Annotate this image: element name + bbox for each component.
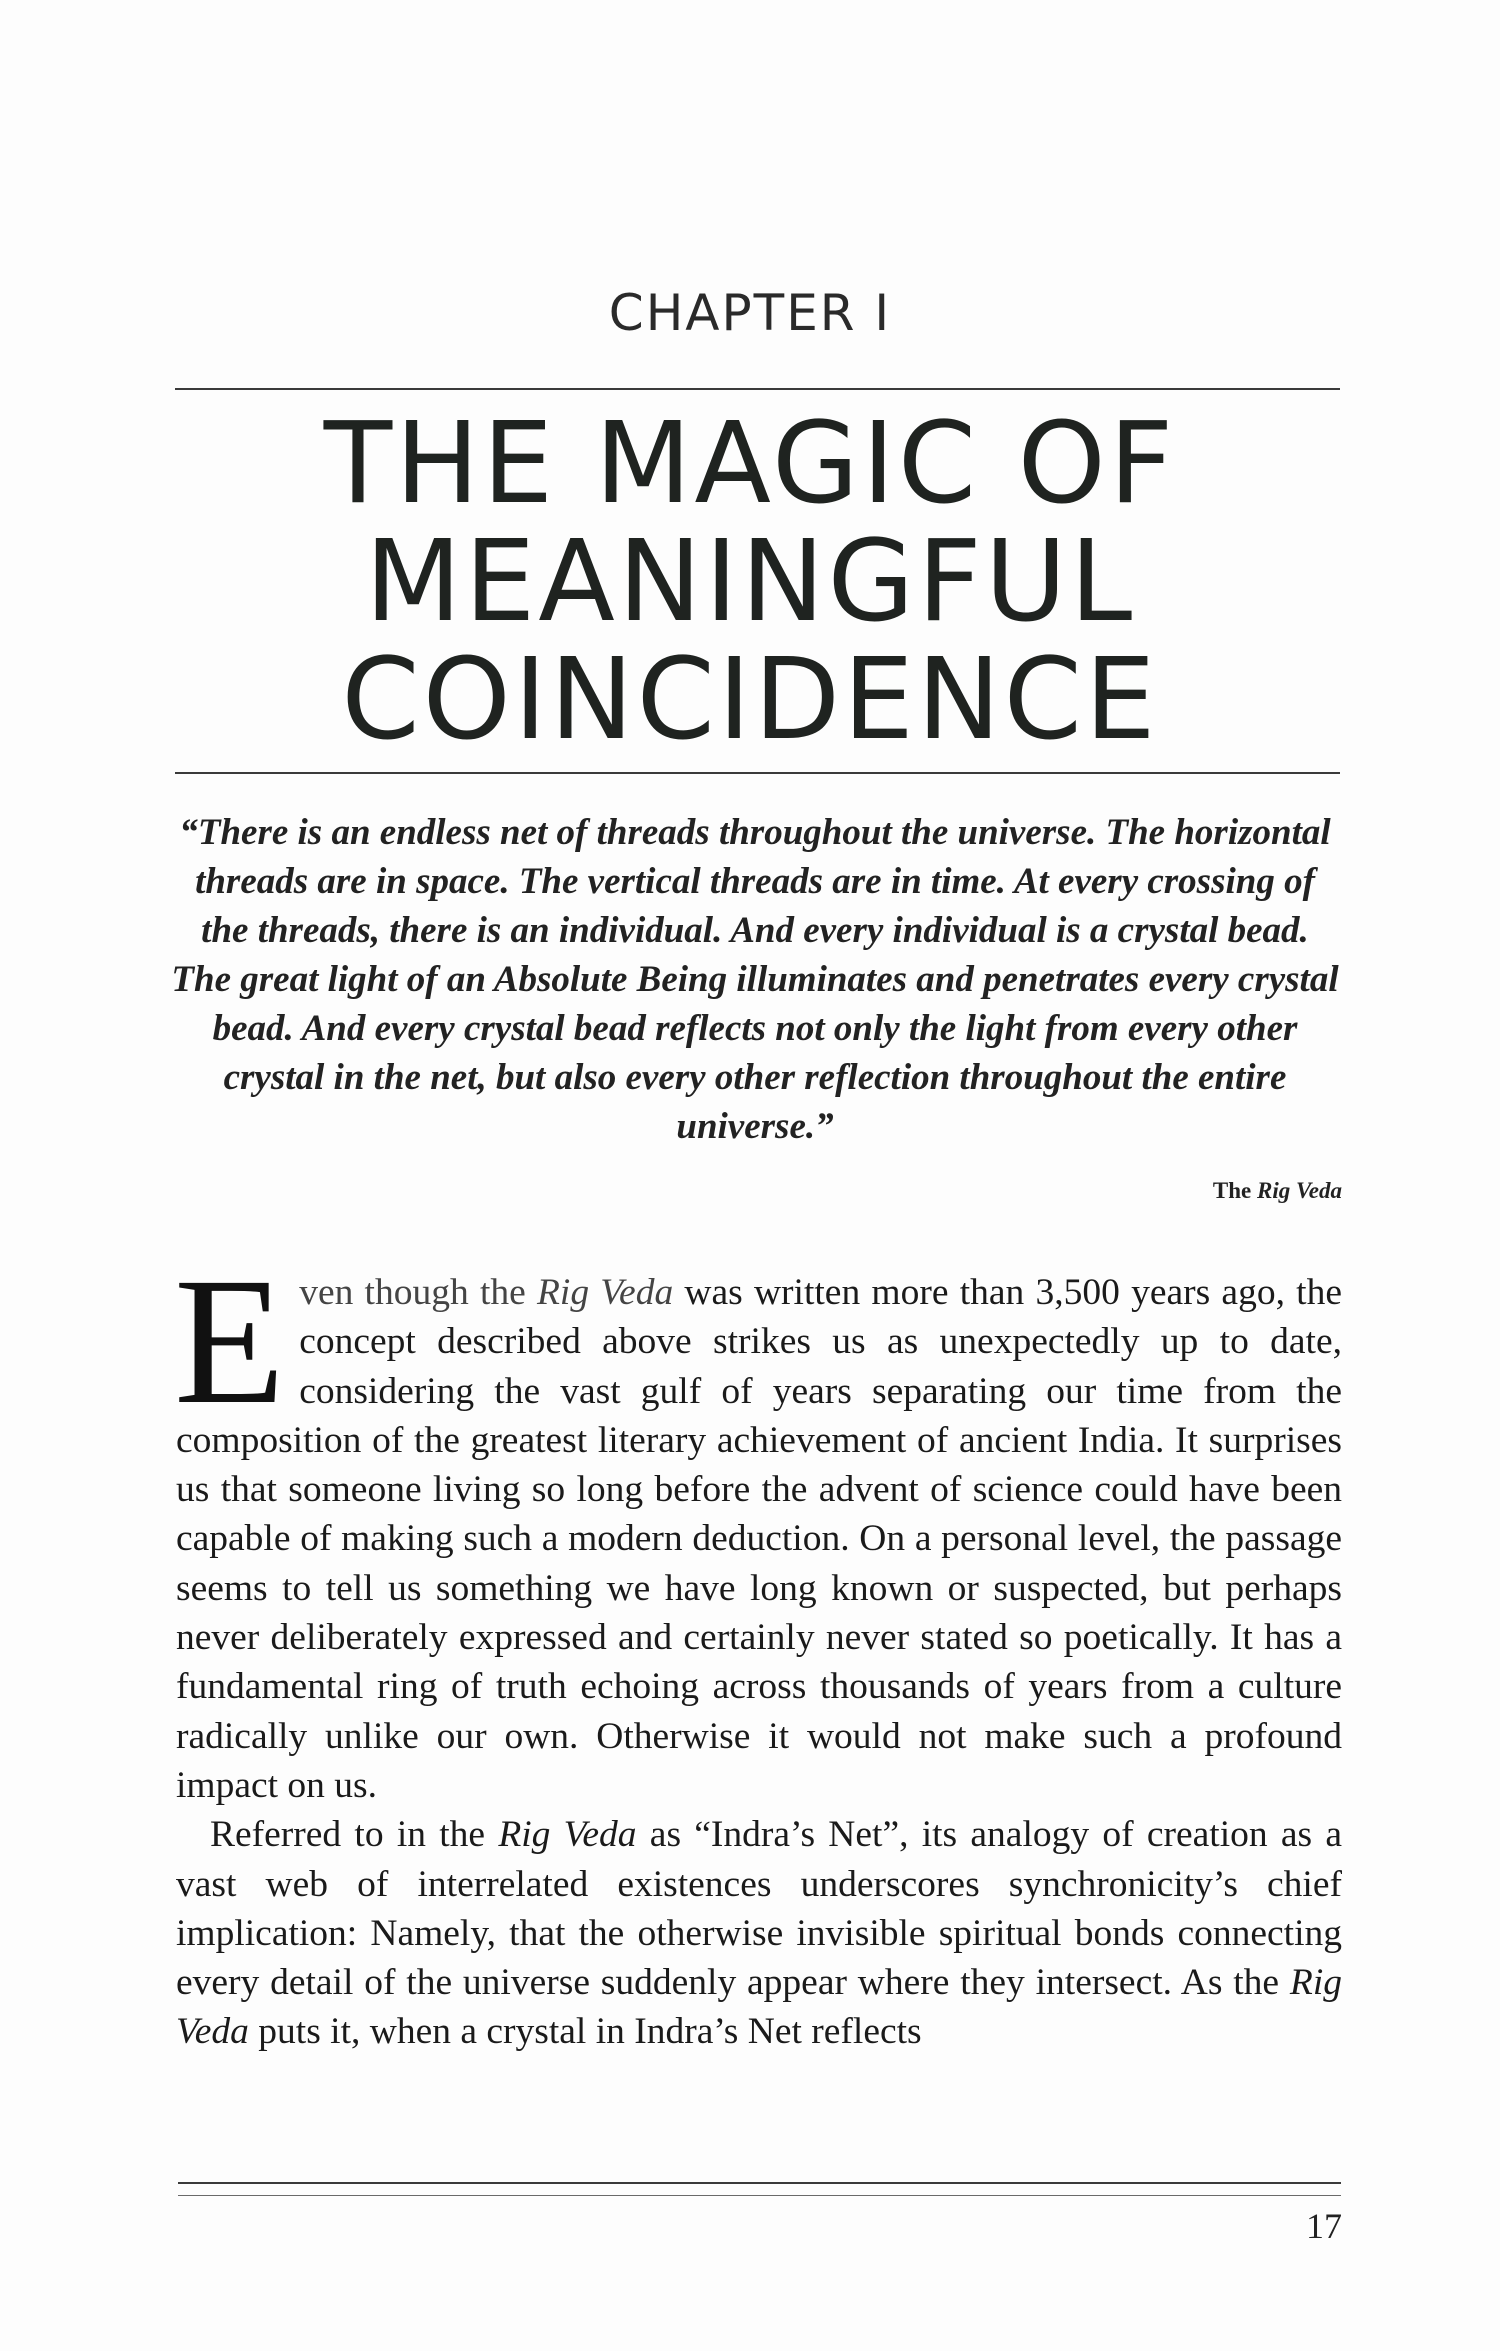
paragraph-1-rig-veda: Rig Veda bbox=[537, 1272, 674, 1313]
title-bottom-rule bbox=[175, 772, 1340, 774]
title-top-rule bbox=[175, 388, 1340, 390]
paragraph-2-rig-veda-1: Rig Veda bbox=[498, 1814, 637, 1856]
footer-rule-thin bbox=[178, 2195, 1341, 2196]
epigraph-quote: “There is an endless net of threads throughout the universe. The horizontal threads are in space. The vertical threads are in time. At every crossing of the threads, there is an individual. And every individual is a crystal bead. The great light of an Absolute Being illuminates and penetrates every crystal bead. And every crystal bead reflects not only the light from every other crystal in the net, but also every other reflection throughout the entire universe.” bbox=[171, 812, 1339, 1147]
body-text bbox=[174, 1241, 1342, 2057]
paragraph-1-text-a: ven though the bbox=[299, 1272, 537, 1313]
footer-rule bbox=[178, 2182, 1341, 2184]
paragraph-2 bbox=[176, 1810, 1342, 2056]
attribution-prefix: The bbox=[1212, 1178, 1252, 1203]
chapter-label: CHAPTER I bbox=[608, 284, 892, 342]
page-number: 17 bbox=[1306, 2206, 1342, 2246]
paragraph-1 bbox=[174, 1241, 1342, 1810]
chapter-title-line-3: COINCIDENCE bbox=[341, 635, 1159, 765]
paragraph-2-text-a: Referred to in the bbox=[210, 1814, 499, 1856]
drop-cap: E bbox=[174, 1241, 286, 1442]
chapter-title bbox=[0, 399, 1500, 765]
paragraph-2-rig-veda-2: Rig Veda bbox=[176, 1962, 1342, 2053]
paragraph-2-text-b: as “Indra’s Net”, its analogy of creation as a vast web of interrelated existences underscores synchronicity’s chief implication: Namely, that the otherwise invisible spiritual bonds connecting every detail of the universe suddenly appear where they intersect. As the bbox=[176, 1814, 1342, 2004]
chapter-title-line-2: MEANINGFUL bbox=[364, 517, 1136, 647]
paragraph-1-text-b: was written more than 3,500 years ago, the concept described above strikes us as unexpectedly up to date, considering the vast gulf of years separating our time from the composition of the greatest literary achievement of ancient India. It surprises us that someone living so long before the advent of science could have been capable of making such a modern deduction. On a personal level, the passage seems to tell us something we have long known or suspected, but perhaps never deliberately expressed and certainly never stated so poetically. It has a fundamental ring of truth echoing across thousands of years from a culture radically unlike our own. Otherwise it would not make such a profound impact on us. bbox=[176, 1272, 1342, 1806]
attribution-title: Rig Veda bbox=[1257, 1178, 1342, 1203]
chapter-title-line-1: THE MAGIC OF bbox=[323, 399, 1177, 529]
paragraph-2-text-c: puts it, when a crystal in Indra’s Net reflects bbox=[248, 2011, 922, 2053]
epigraph-attribution bbox=[1213, 1178, 1342, 1204]
